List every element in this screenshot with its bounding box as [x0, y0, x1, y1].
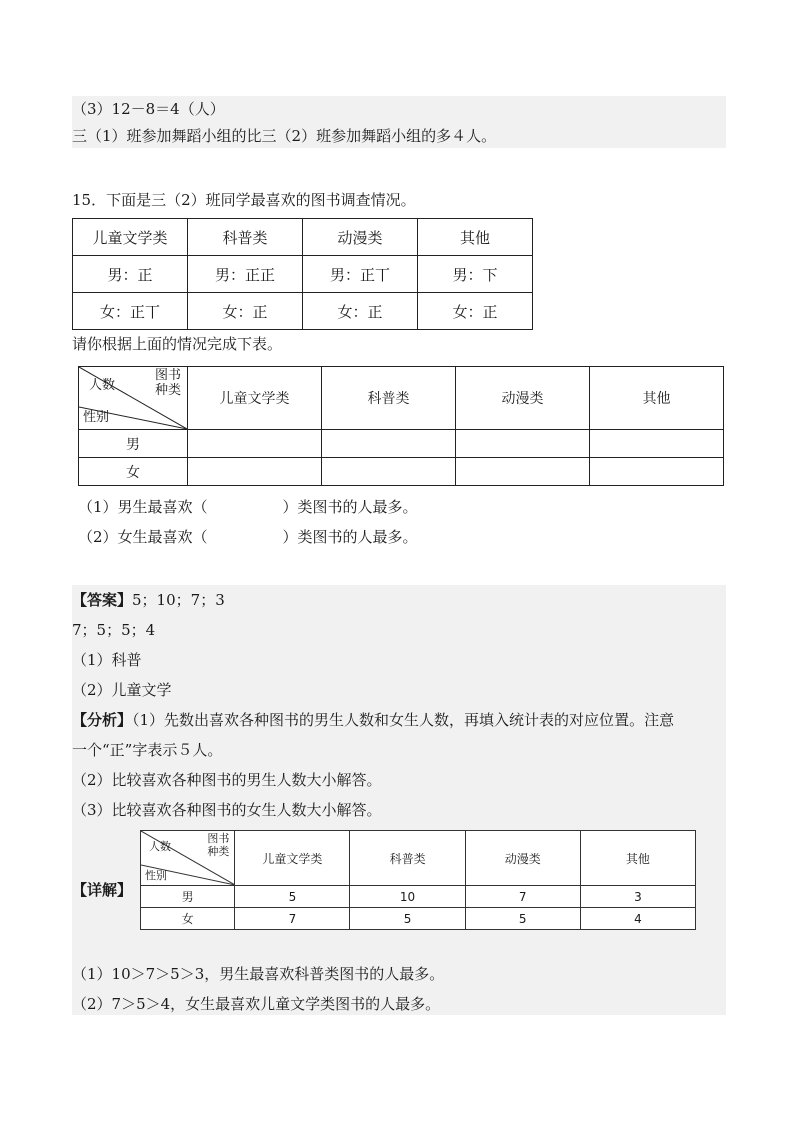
detail-diagonal-cell: [141, 831, 235, 886]
fill-header-cell: 其他: [590, 367, 724, 430]
survey-girls-cell: 女：正: [303, 293, 418, 330]
sub-question-2: （2）女生最喜欢（ ）类图书的人最多。: [78, 528, 418, 546]
survey-boys-cell: 男：正丅: [303, 256, 418, 293]
survey-header-cell: 儿童文学类: [73, 219, 188, 256]
question-title: 15．下面是三（2）班同学最喜欢的图书调查情况。: [72, 191, 416, 209]
detail-header-cell: 其他: [580, 831, 695, 886]
survey-boys-row: [73, 256, 533, 293]
detail-row-label: 女: [141, 908, 235, 930]
survey-girls-cell: 女：正丅: [73, 293, 188, 330]
fill-girls-row: [79, 458, 724, 486]
detail-corner-top: 图书: [207, 832, 230, 845]
fill-header-cell: 科普类: [322, 367, 456, 430]
sub-question-1: （1）男生最喜欢（ ）类图书的人最多。: [78, 498, 418, 516]
survey-girls-cell: 女：正: [188, 293, 303, 330]
fill-header-row: [79, 367, 724, 430]
fill-blank-cell[interactable]: [590, 458, 724, 486]
detail-value-cell: 3: [580, 886, 695, 908]
detail-header-cell: 儿童文学类: [235, 831, 350, 886]
corner-label-left: 人数: [89, 378, 116, 393]
answer-line-2: 7；5；5；4: [72, 621, 156, 639]
answer-line-3: （1）科普: [72, 651, 142, 669]
fill-blank-cell[interactable]: [456, 430, 590, 458]
fill-blank-cell[interactable]: [322, 458, 456, 486]
fill-header-cell: 儿童文学类: [188, 367, 322, 430]
detail-label: [72, 880, 132, 900]
detail-value-cell: 7: [235, 908, 350, 930]
fill-blank-cell[interactable]: [322, 430, 456, 458]
survey-boys-cell: 男：正: [73, 256, 188, 293]
survey-header-cell: 动漫类: [303, 219, 418, 256]
previous-answer-line-1: （3）12－8＝4（人）: [72, 100, 225, 118]
fill-in-table: [78, 366, 724, 486]
detail-girls-row: [141, 908, 696, 930]
analysis-line-3: （2）比较喜欢各种图书的男生人数大小解答。: [72, 771, 382, 789]
fill-blank-cell[interactable]: [456, 458, 590, 486]
previous-answer-line-2: 三（1）班参加舞蹈小组的比三（2）班参加舞蹈小组的多４人。: [72, 127, 497, 145]
detail-value-cell: 5: [350, 908, 465, 930]
detail-header-row: [141, 831, 696, 886]
detail-label-text: 【详解】: [72, 881, 133, 899]
survey-boys-cell: 男：下: [418, 256, 533, 293]
fill-blank-cell[interactable]: [188, 458, 322, 486]
survey-table: [72, 218, 533, 330]
analysis-line-4: （3）比较喜欢各种图书的女生人数大小解答。: [72, 801, 382, 819]
fill-blank-cell[interactable]: [590, 430, 724, 458]
fill-header-cell: 动漫类: [456, 367, 590, 430]
detail-value-cell: 10: [350, 886, 465, 908]
detail-value-cell: 4: [580, 908, 695, 930]
detail-line-2: （2）7＞5＞4，女生最喜欢儿童文学类图书的人最多。: [72, 995, 441, 1013]
corner-label-top: 图书: [154, 368, 181, 383]
detail-corner-bottom: 性别: [145, 869, 167, 882]
answer-line-1: [72, 590, 225, 610]
detail-line-1: （1）10＞7＞5＞3，男生最喜欢科普类图书的人最多。: [72, 965, 445, 983]
fill-row-label: 男: [79, 430, 188, 458]
analysis-text-1: （1）先数出喜欢各种图书的男生人数和女生人数，再填入统计表的对应位置。注意: [132, 711, 675, 729]
corner-label-mid: 种类: [154, 383, 181, 398]
survey-header-cell: 其他: [418, 219, 533, 256]
detail-boys-row: [141, 886, 696, 908]
instruction-text: 请你根据上面的情况完成下表。: [72, 335, 283, 353]
answer-line-4: （2）儿童文学: [72, 681, 172, 699]
analysis-line-1: [72, 710, 674, 730]
analysis-label: 【分析】: [72, 711, 133, 729]
detail-value-cell: 7: [465, 886, 580, 908]
survey-girls-row: [73, 293, 533, 330]
detail-header-cell: 科普类: [350, 831, 465, 886]
corner-label-bottom: 性别: [83, 410, 110, 425]
detail-value-cell: 5: [465, 908, 580, 930]
detail-corner-left: 人数: [149, 840, 171, 853]
fill-boys-row: [79, 430, 724, 458]
answer-label: 【答案】: [72, 591, 133, 609]
detail-row-label: 男: [141, 886, 235, 908]
survey-girls-cell: 女：正: [418, 293, 533, 330]
analysis-line-2: 一个“正”字表示５人。: [72, 741, 223, 759]
survey-header-row: [73, 219, 533, 256]
survey-header-cell: 科普类: [188, 219, 303, 256]
detail-table: [140, 830, 696, 930]
detail-corner-mid: 种类: [207, 845, 230, 858]
survey-boys-cell: 男：正正: [188, 256, 303, 293]
diagonal-header-cell: [79, 367, 188, 430]
fill-row-label: 女: [79, 458, 188, 486]
answer-text-1: 5；10；7；3: [132, 591, 225, 609]
detail-value-cell: 5: [235, 886, 350, 908]
fill-blank-cell[interactable]: [188, 430, 322, 458]
detail-header-cell: 动漫类: [465, 831, 580, 886]
